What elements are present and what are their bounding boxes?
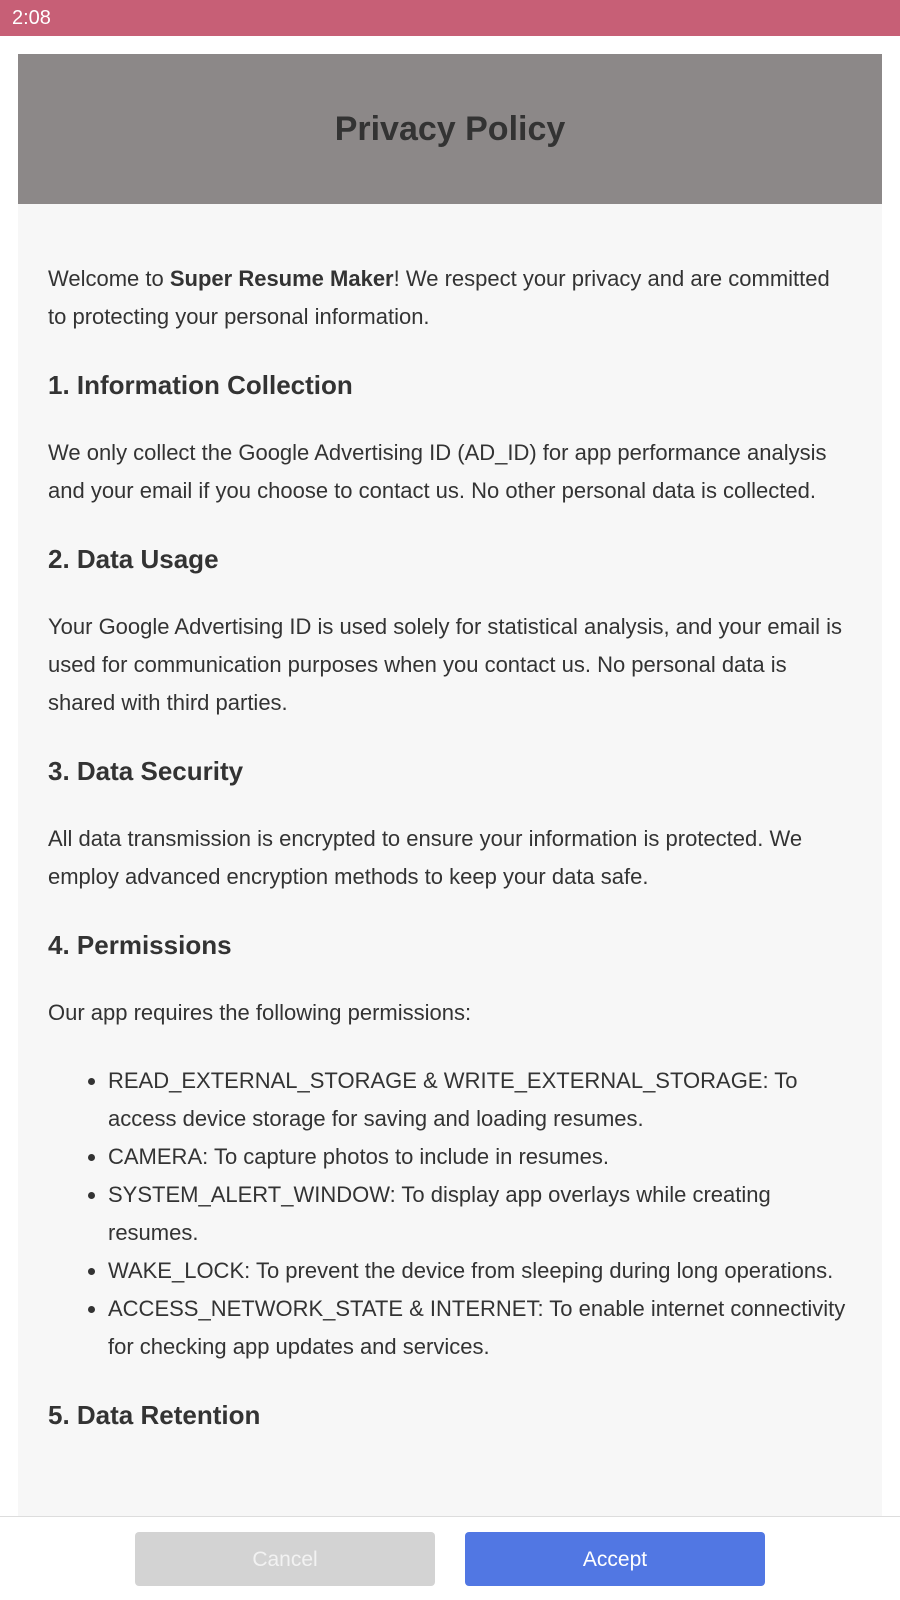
section-heading-data-security: 3. Data Security <box>48 756 244 786</box>
intro-prefix: Welcome to <box>48 266 170 291</box>
app-name: Super Resume Maker <box>169 266 394 291</box>
section-heading-data-usage: 2. Data Usage <box>48 544 219 574</box>
permission-item: • WAKE_LOCK: To prevent the device from sleeping during long operations. <box>108 1252 852 1290</box>
status-time: 2:08 <box>12 7 51 29</box>
section-heading-permissions: 4. Permissions <box>48 930 232 960</box>
policy-content[interactable] <box>18 204 882 1434</box>
page-title: Privacy Policy <box>334 109 566 148</box>
cancel-button[interactable]: Cancel <box>135 1532 435 1586</box>
permissions-list <box>48 1062 852 1366</box>
permission-item: • CAMERA: To capture photos to include in resumes. <box>108 1138 852 1176</box>
permission-item: • READ_EXTERNAL_STORAGE & WRITE_EXTERNAL_STORAGE: To access device storage for saving and loading resumes. <box>108 1062 852 1138</box>
section-heading-information-collection: 1. Information Collection <box>48 370 353 400</box>
dialog-header <box>18 54 882 204</box>
intro-paragraph <box>48 260 852 336</box>
section-body-permissions: Our app requires the following permissions: <box>48 1000 472 1025</box>
dialog-footer <box>0 1516 900 1600</box>
permission-item: • ACCESS_NETWORK_STATE & INTERNET: To enable internet connectivity for checking app updates and services. <box>108 1290 852 1366</box>
intro-suffix: ! We respect your privacy and are committed to protecting your personal information. <box>48 266 830 329</box>
section-body-information-collection: We only collect the Google Advertising ID (AD_ID) for app performance analysis and your email if you choose to contact us. No other personal data is collected. <box>48 440 827 503</box>
accept-button[interactable]: Accept <box>465 1532 765 1586</box>
section-heading-data-retention: 5. Data Retention <box>48 1400 261 1430</box>
section-body-data-security: All data transmission is encrypted to ensure your information is protected. We employ advanced encryption methods to keep your data safe. <box>48 826 803 889</box>
permission-item: • SYSTEM_ALERT_WINDOW: To display app overlays while creating resumes. <box>108 1176 852 1252</box>
privacy-policy-dialog <box>18 54 882 1516</box>
status-bar <box>0 0 900 36</box>
section-body-data-usage: Your Google Advertising ID is used solely for statistical analysis, and your email is used for communication purposes when you contact us. No personal data is shared with third parties. <box>48 614 843 715</box>
